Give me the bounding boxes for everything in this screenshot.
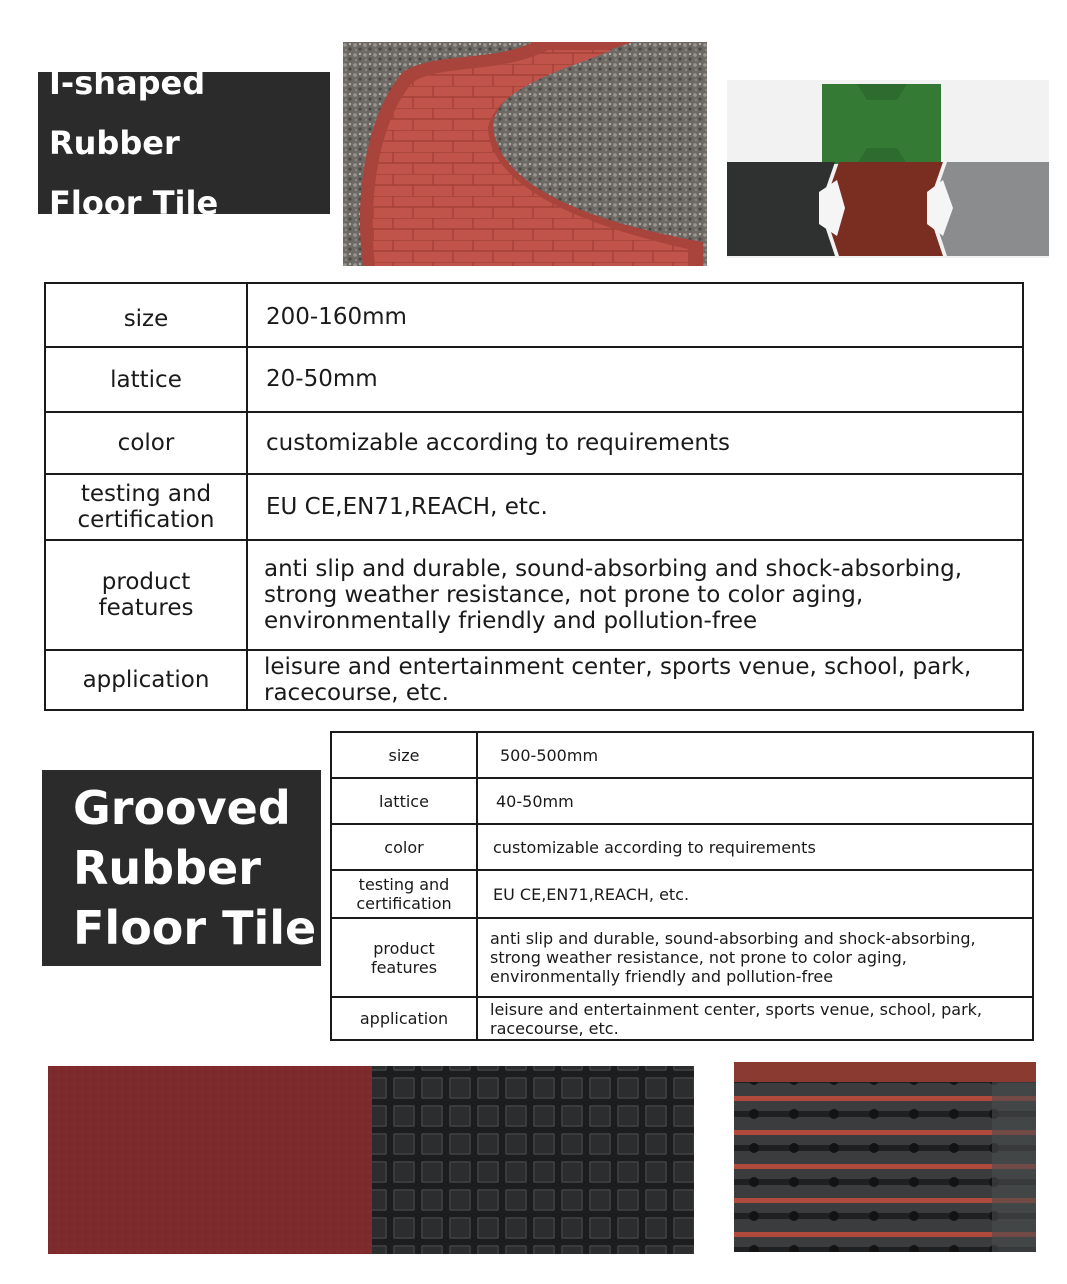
spec-row-certification [45,474,1023,540]
title-line-3: Floor Tile [73,901,317,955]
spec-label: size [331,732,477,778]
spec-row-certification [331,870,1033,918]
spec-value: leisure and entertainment center, sports venue, school, park, racecourse, etc. [247,650,1023,710]
spec-label: lattice [331,778,477,824]
spec-row-color [331,824,1033,870]
spec-value: customizable according to requirements [477,824,1033,870]
spec-label: product features [331,918,477,997]
spec-row-lattice [45,347,1023,412]
spec-row-lattice [331,778,1033,824]
spec-value: 20-50mm [247,347,1023,412]
i-shaped-tile-title [38,64,330,222]
spec-value: customizable according to requirements [247,412,1023,474]
spec-row-features [331,918,1033,997]
spec-label: color [45,412,247,474]
spec-row-application [331,997,1033,1040]
spec-label: size [45,283,247,347]
spec-value: anti slip and durable, sound-absorbing and shock-absorbing, strong weather resistance, not prone to color aging, environmentally friendly and pollution-free [477,918,1033,997]
spec-value: leisure and entertainment center, sports venue, school, park, racecourse, etc. [477,997,1033,1040]
spec-row-size [45,283,1023,347]
spec-label: testing and certification [331,870,477,918]
grooved-tile-photo [48,1066,694,1254]
spec-label: color [331,824,477,870]
spec-row-color [45,412,1023,474]
spec-value: anti slip and durable, sound-absorbing and shock-absorbing, strong weather resistance, not prone to color aging, environmentally friendly and pollution-free [247,540,1023,650]
spec-label: product features [45,540,247,650]
title-line-1: Grooved [73,781,291,835]
spec-row-features [45,540,1023,650]
red-pathway-photo [343,42,707,266]
title-line-2: Rubber [73,841,261,895]
i-shaped-tiles-photo [727,80,1049,258]
grooved-spec-table [330,731,1034,1041]
title-line-1: I-shaped Rubber [49,64,206,162]
grooved-tile-title [42,770,321,966]
spec-value: 500-500mm [477,732,1033,778]
spec-row-size [331,732,1033,778]
stacked-tiles-photo [734,1062,1036,1252]
spec-label: lattice [45,347,247,412]
spec-value: 200-160mm [247,283,1023,347]
spec-label: application [45,650,247,710]
spec-label: application [331,997,477,1040]
i-shaped-spec-table [44,282,1024,711]
spec-value: 40-50mm [477,778,1033,824]
spec-value: EU CE,EN71,REACH, etc. [477,870,1033,918]
spec-row-application [45,650,1023,710]
spec-label: testing and certification [45,474,247,540]
title-line-2: Floor Tile [49,184,219,222]
spec-value: EU CE,EN71,REACH, etc. [247,474,1023,540]
